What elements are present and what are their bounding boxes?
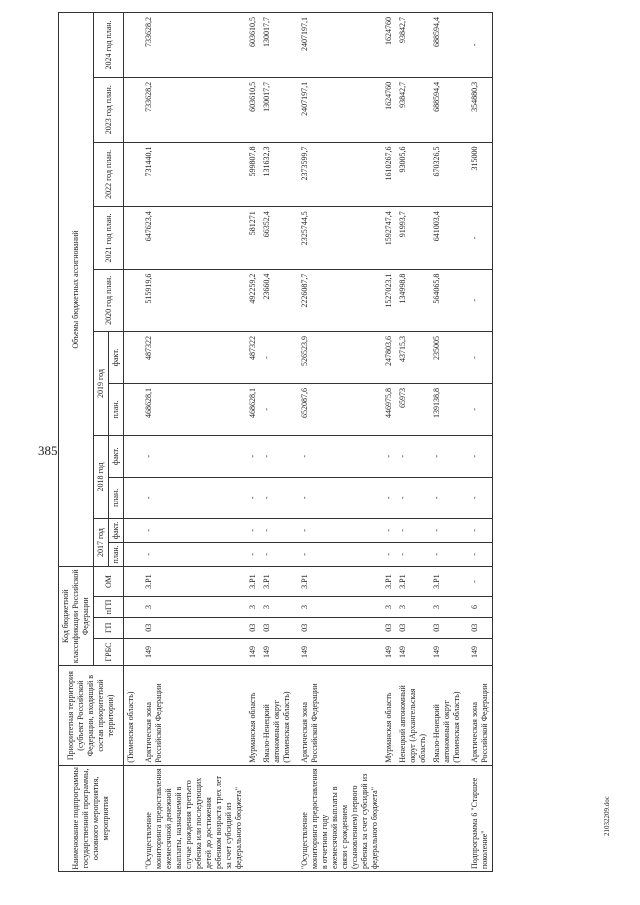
table-row xyxy=(430,13,464,872)
row-value-cell: - xyxy=(138,435,246,477)
row-value-cell: 581271 xyxy=(246,207,260,269)
table-row xyxy=(464,13,493,872)
row-value-cell xyxy=(124,519,139,543)
row-value-cell xyxy=(124,542,139,566)
row-value-cell: - xyxy=(138,542,246,566)
row-grbs-cell: 149 xyxy=(382,638,396,666)
row-value-cell: 1527023,1 xyxy=(382,269,396,331)
row-grbs-cell: 149 xyxy=(430,638,464,666)
row-grbs-cell: 149 xyxy=(464,638,493,666)
row-om-cell: 3.P1 xyxy=(430,567,464,597)
row-om-cell: 3.P1 xyxy=(382,567,396,597)
row-pgp-cell: 3 xyxy=(430,597,464,618)
row-value-cell: - xyxy=(396,542,430,566)
row-value-cell xyxy=(124,13,139,78)
row-value-cell: 652087,6 xyxy=(294,383,382,435)
row-value-cell xyxy=(124,383,139,435)
row-value-cell: 1624760 xyxy=(382,77,396,142)
row-value-cell: 43715,3 xyxy=(396,331,430,383)
table-row xyxy=(124,13,139,872)
row-value-cell xyxy=(124,207,139,269)
row-gp-cell: 03 xyxy=(464,617,493,638)
row-value-cell: - xyxy=(396,519,430,543)
row-value-cell: - xyxy=(138,477,246,519)
row-pgp-cell: 3 xyxy=(396,597,430,618)
table-row xyxy=(396,13,430,872)
row-value-cell: - xyxy=(464,383,493,435)
header-om: ОМ xyxy=(94,567,124,597)
row-value-cell: 468628,1 xyxy=(246,383,260,435)
document-code: 21032209.doc xyxy=(603,796,611,836)
row-value-cell: - xyxy=(464,519,493,543)
header-kbk: Код бюджетной классификации Российской Федерации xyxy=(59,567,94,666)
row-value-cell: - xyxy=(430,519,464,543)
row-territory-cell: Арктическая зона Российской Федерации xyxy=(138,666,246,765)
row-value-cell: - xyxy=(430,542,464,566)
row-value-cell: 733628,2 xyxy=(138,13,246,78)
header-territory: Приоритетная территория (субъект Российской Федерации, входящий в состав приоритетной территории) xyxy=(59,666,124,765)
row-value-cell: - xyxy=(294,435,382,477)
row-territory-cell: Арктическая зона Российской Федерации xyxy=(464,666,493,765)
row-name-cell xyxy=(246,765,260,871)
row-grbs-cell: 149 xyxy=(246,638,260,666)
row-value-cell: 487322 xyxy=(138,331,246,383)
row-value-cell: - xyxy=(464,477,493,519)
row-value-cell: - xyxy=(260,477,294,519)
row-om-cell: - xyxy=(464,567,493,597)
row-pgp-cell: 3 xyxy=(382,597,396,618)
row-value-cell: 492259,2 xyxy=(246,269,260,331)
row-value-cell: - xyxy=(294,519,382,543)
row-value-cell: 564065,8 xyxy=(430,269,464,331)
row-value-cell: - xyxy=(260,435,294,477)
row-name-cell xyxy=(382,765,396,871)
table-body xyxy=(124,13,493,872)
row-om-cell: 3.P1 xyxy=(246,567,260,597)
row-om-cell: 3.P1 xyxy=(260,567,294,597)
row-value-cell: - xyxy=(396,477,430,519)
row-value-cell xyxy=(124,269,139,331)
row-value-cell: - xyxy=(464,207,493,269)
row-value-cell xyxy=(124,435,139,477)
row-value-cell: 670326,5 xyxy=(430,142,464,207)
row-value-cell: 91993,7 xyxy=(396,207,430,269)
row-value-cell: - xyxy=(260,519,294,543)
header-2018-fact: факт. xyxy=(109,435,124,477)
row-value-cell: - xyxy=(138,519,246,543)
row-value-cell: - xyxy=(382,435,396,477)
row-value-cell: 733628,2 xyxy=(138,77,246,142)
row-value-cell: 93842,7 xyxy=(396,77,430,142)
row-value-cell: - xyxy=(260,383,294,435)
row-value-cell: 641003,4 xyxy=(430,207,464,269)
header-gp: ГП xyxy=(94,617,124,638)
row-value-cell xyxy=(124,142,139,207)
row-value-cell: 130017,7 xyxy=(260,77,294,142)
row-value-cell: - xyxy=(294,542,382,566)
header-2019-fact: факт. xyxy=(109,331,124,383)
row-om-cell xyxy=(124,567,139,597)
header-year-2021: 2021 год план. xyxy=(94,207,124,269)
row-name-cell: "Осуществление мониторинга предоставления в отчетном году ежемесячной выплаты в связи с рождением (усыновлением) первого ребенка за счет субсидий из федерального бюджета" xyxy=(294,765,382,871)
budget-table xyxy=(58,12,493,872)
row-value-cell: 2226087,7 xyxy=(294,269,382,331)
header-grbs: ГРБС xyxy=(94,638,124,666)
row-value-cell: - xyxy=(464,13,493,78)
row-value-cell: 93842,7 xyxy=(396,13,430,78)
header-2017-fact: факт. xyxy=(109,519,124,543)
row-value-cell: 130017,7 xyxy=(260,13,294,78)
header-year-2024: 2024 год план. xyxy=(94,13,124,78)
row-gp-cell: 03 xyxy=(246,617,260,638)
row-value-cell: 1610267,6 xyxy=(382,142,396,207)
row-value-cell: - xyxy=(246,435,260,477)
row-value-cell: - xyxy=(430,435,464,477)
row-value-cell: - xyxy=(260,542,294,566)
row-value-cell: 526523,9 xyxy=(294,331,382,383)
row-territory-cell: Арктическая зона Российской Федерации xyxy=(294,666,382,765)
row-territory-cell: Мурманская область xyxy=(382,666,396,765)
row-value-cell: - xyxy=(464,435,493,477)
row-value-cell: - xyxy=(382,477,396,519)
row-name-cell xyxy=(124,765,139,871)
row-value-cell: - xyxy=(464,331,493,383)
row-gp-cell: 03 xyxy=(396,617,430,638)
row-value-cell: 647623,4 xyxy=(138,207,246,269)
row-territory-cell: Ненецкий автономный округ (Архангельская область) xyxy=(396,666,430,765)
row-gp-cell: 03 xyxy=(294,617,382,638)
header-2018-plan: план. xyxy=(109,477,124,519)
row-value-cell: - xyxy=(246,542,260,566)
row-value-cell: 131632,3 xyxy=(260,142,294,207)
row-name-cell xyxy=(430,765,464,871)
row-grbs-cell: 149 xyxy=(294,638,382,666)
row-value-cell xyxy=(124,331,139,383)
row-value-cell: 23660,4 xyxy=(260,269,294,331)
row-value-cell: 134998,8 xyxy=(396,269,430,331)
row-value-cell: 2325744,5 xyxy=(294,207,382,269)
row-grbs-cell: 149 xyxy=(260,638,294,666)
row-value-cell: 731440,1 xyxy=(138,142,246,207)
row-name-cell: "Осуществление мониторинга предоставления ежемесячной денежной выплаты, назначаемой в случае рождения третьего ребенка или последующих детей до достижения ребенком возраста трех лет за счет субсидий из федерального бюджета" xyxy=(138,765,246,871)
row-value-cell: 2407197,1 xyxy=(294,77,382,142)
row-gp-cell xyxy=(124,617,139,638)
row-pgp-cell: 3 xyxy=(294,597,382,618)
row-grbs-cell: 149 xyxy=(138,638,246,666)
row-value-cell: 1592747,4 xyxy=(382,207,396,269)
row-om-cell: 3.P1 xyxy=(138,567,246,597)
row-value-cell: 93005,6 xyxy=(396,142,430,207)
row-value-cell: 603610,5 xyxy=(246,77,260,142)
row-value-cell: 688594,4 xyxy=(430,13,464,78)
row-value-cell: 599807,8 xyxy=(246,142,260,207)
row-value-cell: 603610,5 xyxy=(246,13,260,78)
row-value-cell: 487322 xyxy=(246,331,260,383)
header-year-2020: 2020 год план. xyxy=(94,269,124,331)
row-value-cell: 1624760 xyxy=(382,13,396,78)
row-territory-cell: Ямало-Ненецкий автономный округ (Тюменская область) xyxy=(430,666,464,765)
row-value-cell: 315000 xyxy=(464,142,493,207)
table-row xyxy=(138,13,246,872)
table-row xyxy=(246,13,260,872)
row-value-cell: 235005 xyxy=(430,331,464,383)
row-pgp-cell xyxy=(124,597,139,618)
row-gp-cell: 03 xyxy=(382,617,396,638)
header-year-2023: 2023 год план. xyxy=(94,77,124,142)
row-value-cell: 515919,6 xyxy=(138,269,246,331)
row-value-cell: 139138,8 xyxy=(430,383,464,435)
row-value-cell: - xyxy=(260,331,294,383)
header-year-2019: 2019 год xyxy=(94,331,109,435)
row-pgp-cell: 3 xyxy=(246,597,260,618)
row-value-cell: - xyxy=(464,269,493,331)
row-grbs-cell: 149 xyxy=(396,638,430,666)
row-gp-cell: 03 xyxy=(138,617,246,638)
row-value-cell: 247803,6 xyxy=(382,331,396,383)
row-om-cell: 3.P1 xyxy=(396,567,430,597)
row-value-cell: - xyxy=(246,519,260,543)
row-name-cell xyxy=(260,765,294,871)
row-value-cell: 65973 xyxy=(396,383,430,435)
row-value-cell: - xyxy=(294,477,382,519)
row-value-cell: 468628,1 xyxy=(138,383,246,435)
header-pgp: пГП xyxy=(94,597,124,618)
row-grbs-cell xyxy=(124,638,139,666)
row-value-cell: - xyxy=(430,477,464,519)
header-year-2017: 2017 год xyxy=(94,519,109,567)
row-gp-cell: 03 xyxy=(430,617,464,638)
row-value-cell: - xyxy=(382,542,396,566)
row-value-cell: 354880,3 xyxy=(464,77,493,142)
budget-table-sheet xyxy=(58,12,558,872)
header-2019-plan: план. xyxy=(109,383,124,435)
row-gp-cell: 03 xyxy=(260,617,294,638)
row-value-cell: 2407197,1 xyxy=(294,13,382,78)
row-value-cell: 446975,8 xyxy=(382,383,396,435)
row-value-cell xyxy=(124,477,139,519)
row-pgp-cell: 6 xyxy=(464,597,493,618)
row-territory-cell: Мурманская область xyxy=(246,666,260,765)
row-territory-cell: (Тюменская область) xyxy=(124,666,139,765)
header-name: Наименование подпрограммы государственной программы, основного мероприятия, мероприятия xyxy=(59,765,124,871)
header-year-2018: 2018 год xyxy=(94,435,109,518)
row-value-cell: 688594,4 xyxy=(430,77,464,142)
row-value-cell: - xyxy=(246,477,260,519)
row-name-cell: Подпрограмма 6 "Старшее поколение" xyxy=(464,765,493,871)
table-row xyxy=(294,13,382,872)
header-year-2022: 2022 год план. xyxy=(94,142,124,207)
row-value-cell: 2373599,7 xyxy=(294,142,382,207)
row-om-cell: 3.P1 xyxy=(294,567,382,597)
header-2017-plan: план. xyxy=(109,542,124,566)
table-row xyxy=(260,13,294,872)
table-row xyxy=(382,13,396,872)
row-pgp-cell: 3 xyxy=(260,597,294,618)
row-value-cell: 66352,4 xyxy=(260,207,294,269)
row-value-cell: - xyxy=(464,542,493,566)
row-value-cell: - xyxy=(396,435,430,477)
page-number: 385 xyxy=(38,443,58,458)
row-value-cell xyxy=(124,77,139,142)
row-territory-cell: Ямало-Ненецкий автономный округ (Тюменская область) xyxy=(260,666,294,765)
row-name-cell xyxy=(396,765,430,871)
row-value-cell: - xyxy=(382,519,396,543)
header-volumes: Объемы бюджетных ассигнований xyxy=(59,13,94,567)
row-pgp-cell: 3 xyxy=(138,597,246,618)
